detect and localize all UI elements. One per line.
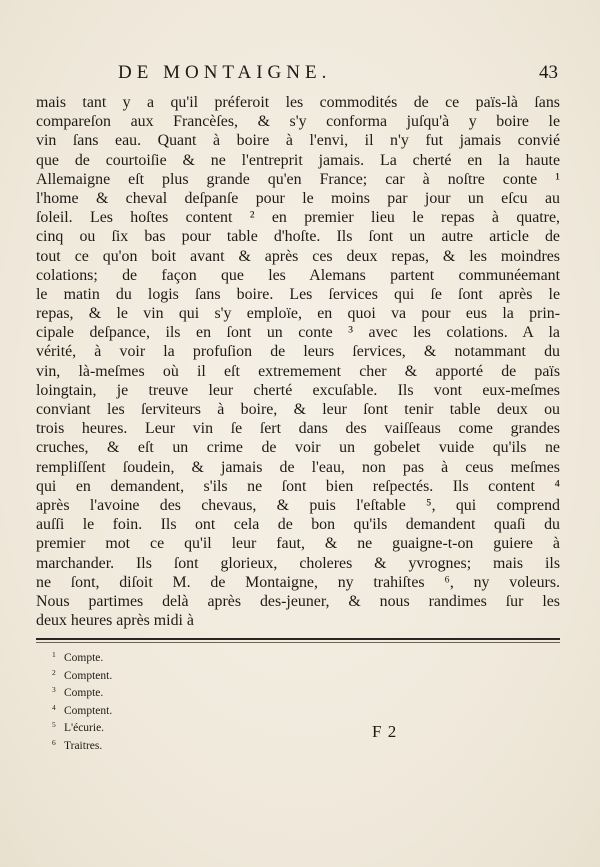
- footnote: [52, 683, 352, 701]
- text-line: que de courtoiſie & ne l'entreprit jamais. La cherté en la haute: [36, 151, 560, 169]
- text-line: compareſon aux Francèſes, & s'y conforma juſqu'à y boire le: [36, 113, 560, 131]
- text-line: cinq ou ſix bas pour table d'hoſte. Ils ſont un autre article de: [36, 228, 560, 246]
- text-line: vin, là-meſmes où il eſt extremement cher & apporté de païs: [36, 362, 560, 380]
- text-line: l'home & cheval deſpanſe pour le moins par jour un eſcu au: [36, 189, 560, 207]
- footnote-text: L'écurie.: [64, 722, 105, 735]
- footnote-text: Comptent.: [64, 669, 113, 682]
- signature-mark: F 2: [372, 722, 398, 741]
- page-number: 43: [539, 62, 558, 83]
- text-line: trois heures. Leur vin ſe ſert dans des vaiſſeaus come grandes: [36, 420, 560, 438]
- footnote: [52, 718, 352, 736]
- footnote-mark: 5: [52, 720, 56, 730]
- footnote-mark: 6: [52, 737, 56, 747]
- text-line: tout ce qu'on boit avant & après ces deux repas, & les moindres: [36, 247, 560, 265]
- footnote: [52, 701, 352, 719]
- footnote-text: Traitres.: [64, 739, 103, 752]
- text-line: vérité, à voir la profuſion de leurs ſervices, & notammant du: [36, 343, 560, 361]
- text-line: vin ſans eau. Quant à boire à l'envi, il n'y fut jamais convié: [36, 132, 560, 150]
- text-line: marchander. Ils ſont glorieux, choleres & yvrognes; mais ils: [36, 554, 560, 572]
- text-line: ne ſont, diſoit M. de Montaigne, ny trahiſtes ⁶, ny voleurs.: [36, 573, 560, 591]
- footnote: [52, 666, 352, 684]
- text-line: deux heures après midi à: [36, 612, 194, 630]
- text-line: le matin du logis ſans boire. Les ſervices qui ſe ſont après le: [36, 285, 560, 303]
- footnote-text: Comptent.: [64, 704, 113, 717]
- footnote: [52, 736, 352, 754]
- footnote-mark: 3: [52, 685, 56, 695]
- page-header: [36, 62, 560, 88]
- footnote-text: Compte.: [64, 687, 104, 700]
- text-line: cruches, & eſt un crime de voir un gobelet vuide qu'ils ne: [36, 439, 560, 457]
- text-line: premier mot ce qu'il leur faut, & ne guaigne-t-on guiere à: [36, 535, 560, 553]
- text-line: conviant les ſerviteurs à boire, & leur ſont tenir table deux ou: [36, 401, 560, 418]
- text-line: colations; de façon que les Alemans partent communéemant: [36, 266, 560, 284]
- footnote-mark: 1: [52, 650, 56, 659]
- text-line: Allemaigne eſt plus grande qu'en France; car à noſtre conte ¹: [36, 170, 560, 188]
- text-line: auſſi le foin. Ils ont cela de bon qu'ils demandent quaſi du: [36, 516, 560, 534]
- footnotes: [52, 648, 352, 754]
- text-line: qui en demandent, s'ils ne ſont bien reſpectés. Ils content ⁴: [36, 477, 560, 495]
- footnote: [52, 648, 352, 666]
- footnote-text: Compte.: [64, 652, 104, 664]
- text-line: Nous partimes delà après des-jeuner, & nous randimes ſur les: [36, 592, 560, 610]
- text-line: loingtain, je treuve leur cherté excuſable. Ils vont eux-meſmes: [36, 381, 560, 399]
- footnote-mark: 2: [52, 667, 56, 677]
- text-line: rempliſſent ſoudein, & jamais de l'eau, non pas à ceus meſmes: [36, 458, 560, 476]
- text-line: ſoleil. Les hoſtes content ² en premier lieu le repas à quatre,: [36, 209, 560, 227]
- footnote-rule: [36, 638, 560, 640]
- text-line: après l'avoine des chevaus, & puis l'eſtable ⁵, qui comprend: [36, 496, 560, 514]
- footnote-mark: 4: [52, 702, 56, 712]
- body-text: [36, 93, 560, 630]
- running-head: DE MONTAIGNE.: [118, 62, 332, 83]
- text-line: cipale deſpance, ils en ſont un conte ³ avec les colations. A la: [36, 324, 560, 342]
- text-line: repas, & le vin qui s'y emploïe, en quoi va pour eus la prin-: [36, 305, 560, 323]
- text-line: mais tant y a qu'il préferoit les commodités de ce païs-là ſans: [36, 94, 560, 111]
